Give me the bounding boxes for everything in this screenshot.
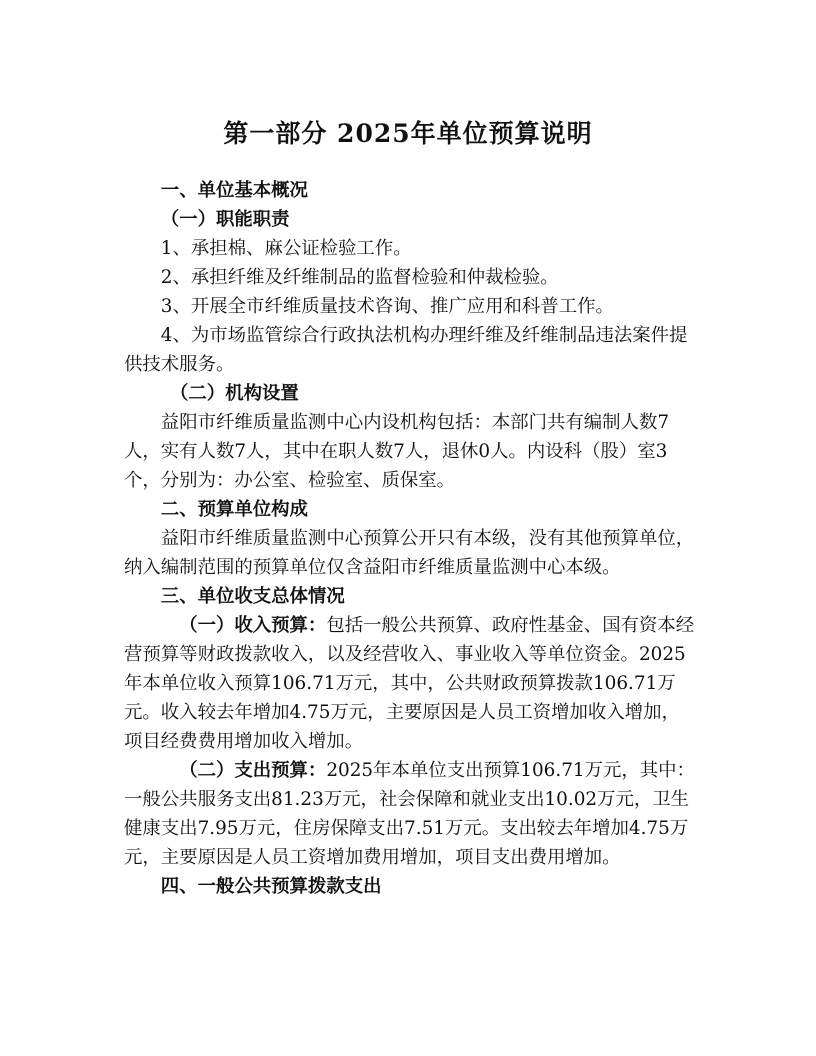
expense-text: 2025年本单位支出预算106.71万元，其中：一般公共服务支出81.23万元，社会保障和就业支出10.02万元，卫生健康支出7.95万元，住房保障支出7.51万元。支出较去年增加4.75万元，主要原因是人员工资增加费用增加，项目支出费用增加。 bbox=[124, 760, 695, 868]
duty-item: 1、承担棉、麻公证检验工作。 bbox=[160, 238, 412, 259]
duty-item: 2、承担纤维及纤维制品的监督检验和仲裁检验。 bbox=[160, 267, 559, 288]
section-heading-budget-units: 二、预算单位构成 bbox=[160, 499, 308, 520]
section-heading-general-budget: 四、一般公共预算拨款支出 bbox=[160, 876, 382, 897]
duty-item: 4、为市场监管综合行政执法机构办理纤维及纤维制品违法案件提供技术服务。 bbox=[124, 325, 688, 375]
budget-units-paragraph: 益阳市纤维质量监测中心预算公开只有本级，没有其他预算单位，纳入编制范围的预算单位仅含益阳市纤维质量监测中心本级。 bbox=[124, 528, 695, 578]
page-title: 第一部分 2025年单位预算说明 bbox=[223, 119, 593, 148]
section-heading-revenue-expenditure: 三、单位收支总体情况 bbox=[160, 586, 345, 607]
subsection-heading-duties: （一）职能职责 bbox=[160, 209, 290, 230]
document-body bbox=[124, 176, 696, 901]
income-paragraph bbox=[124, 611, 696, 756]
subsection-heading-organization: （二）机构设置 bbox=[170, 383, 299, 404]
expense-paragraph bbox=[124, 756, 696, 872]
expense-label: （二）支出预算： bbox=[179, 760, 327, 781]
income-text: 包括一般公共预算、政府性基金、国有资本经营预算等财政拨款收入，以及经营收入、事业收入等单位资金。2025年本单位收入预算106.71万元，其中，公共财政预算拨款106.71万元。收入较去年增加4.75万元，主要原因是人员工资增加收入增加，项目经费费用增加收入增加。 bbox=[124, 615, 695, 752]
duty-item: 3、开展全市纤维质量技术咨询、推广应用和科普工作。 bbox=[160, 296, 614, 317]
section-heading-basic-overview: 一、单位基本概况 bbox=[160, 180, 308, 201]
organization-paragraph: 益阳市纤维质量监测中心内设机构包括：本部门共有编制人数7人，实有人数7人，其中在职人数7人，退休0人。内设科（股）室3个，分别为：办公室、检验室、质保室。 bbox=[124, 412, 670, 491]
income-label: （一）收入预算： bbox=[179, 615, 327, 636]
